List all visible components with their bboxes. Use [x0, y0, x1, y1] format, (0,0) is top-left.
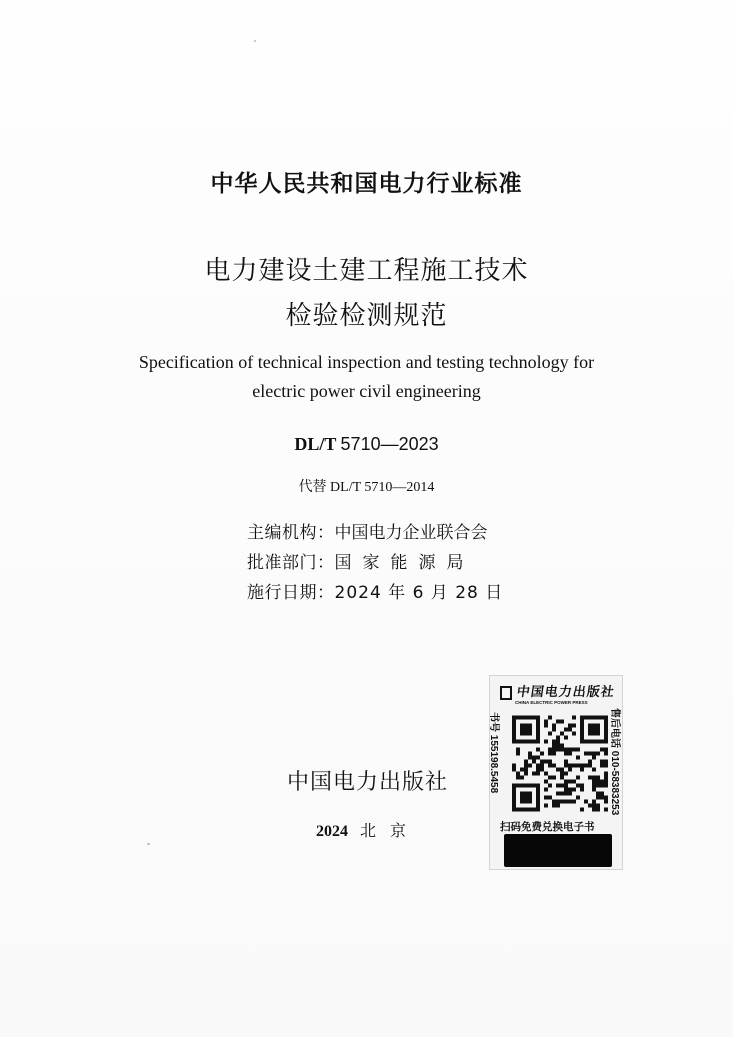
ebook-sticker	[489, 675, 623, 870]
paper-speck	[254, 40, 256, 42]
logo-en-text: CHINA ELECTRIC POWER PRESS	[515, 700, 588, 705]
meta-editor	[247, 518, 488, 543]
title-cn-line-2: 检验检测规范	[285, 301, 448, 331]
scan-instruction: 扫码免费兑换电子书	[500, 821, 595, 833]
publisher-logo	[496, 680, 618, 708]
meta-value: 中国电力企业联合会	[334, 523, 488, 543]
title-cn-line-1: 电力建设土建工程施工技术	[204, 256, 529, 286]
book-number: 书号 155198.5458	[488, 712, 499, 794]
meta-value: 2024 年 6 月 28 日	[334, 583, 504, 603]
meta-label: 主编机构：	[247, 523, 335, 543]
standard-code: 5710—2023	[340, 434, 439, 454]
standard-prefix: DL/T	[294, 434, 337, 454]
publication-year: 2024	[316, 823, 348, 840]
publisher-logo-icon	[500, 686, 512, 700]
meta-effective-date	[247, 578, 503, 603]
meta-value: 国家能源局	[334, 553, 475, 573]
redacted-code-label	[504, 834, 612, 867]
title-en-line-2: electric power civil engineering	[252, 381, 481, 401]
publication-city: 北京	[360, 821, 421, 840]
meta-label: 批准部门：	[247, 553, 335, 573]
meta-label: 施行日期：	[247, 583, 335, 603]
qr-code-icon[interactable]	[512, 712, 608, 815]
paper-speck	[147, 843, 150, 845]
hotline-number: 售后电话 010-58383253	[609, 708, 620, 816]
title-en-line-1: Specification of technical inspection and testing technology for	[138, 352, 595, 372]
logo-cn-text: 中国电力出版社	[515, 685, 616, 700]
replaces-standard: 代替 DL/T 5710—2014	[298, 480, 435, 495]
meta-approver	[247, 548, 475, 573]
standard-number	[0, 434, 733, 455]
publisher-name: 中国电力出版社	[287, 770, 449, 795]
publication-year-city	[316, 818, 420, 841]
standard-category: 中华人民共和国电力行业标准	[210, 171, 523, 197]
